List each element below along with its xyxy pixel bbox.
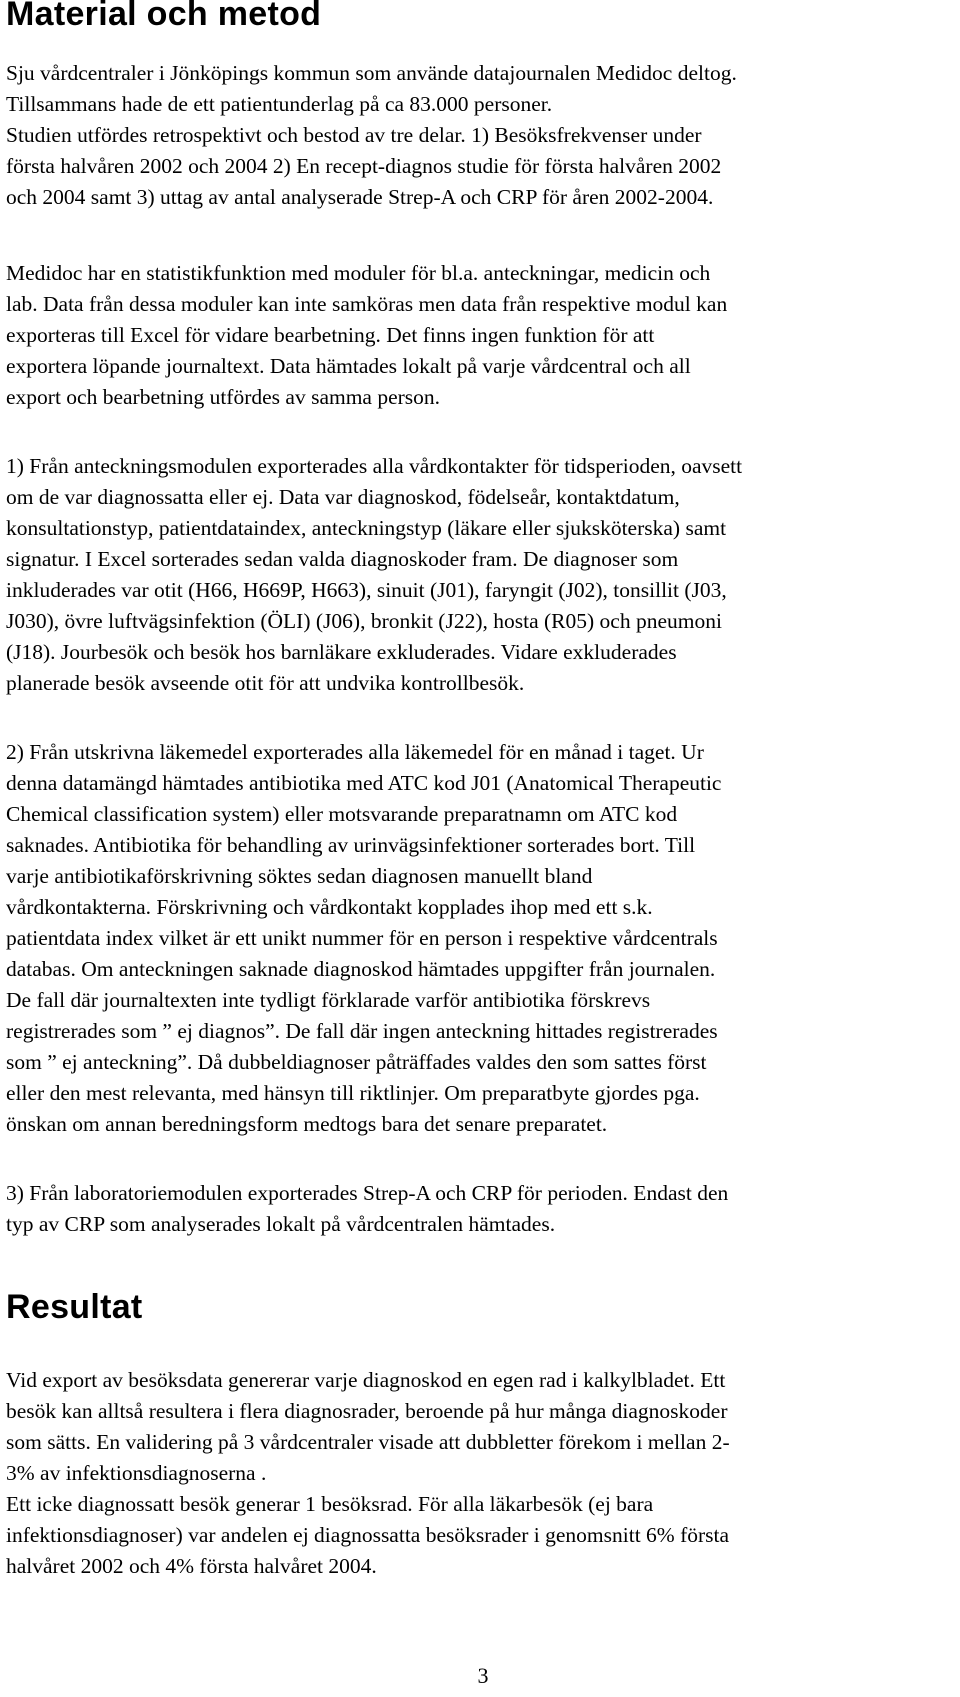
- text-line: Tillsammans hade de ett patientunderlag på ca 83.000 personer.: [6, 92, 553, 116]
- section-heading-results: Resultat: [6, 1288, 143, 1326]
- paragraph-results-2: [6, 1489, 946, 1582]
- text-line: De fall där journaltexten inte tydligt förklarade varför antibiotika förskrevs: [6, 988, 651, 1012]
- text-line: lab. Data från dessa moduler kan inte samköras men data från respektive modul kan: [6, 292, 728, 316]
- page-number: 3: [477, 1663, 489, 1688]
- text-line: infektionsdiagnoser) var andelen ej diagnossatta besöksrader i genomsnitt 6% första: [6, 1523, 730, 1547]
- text-line: varje antibiotikaförskrivning söktes sedan diagnosen manuellt bland: [6, 864, 593, 888]
- paragraph-part-2: [6, 737, 946, 1140]
- text-line: 3% av infektionsdiagnoserna .: [6, 1461, 267, 1485]
- text-line: och 2004 samt 3) uttag av antal analyserade Strep-A och CRP för åren 2002-2004.: [6, 185, 714, 209]
- text-line: konsultationstyp, patientdataindex, anteckningstyp (läkare eller sjuksköterska) samt: [6, 516, 727, 540]
- text-line: J030), övre luftvägsinfektion (ÖLI) (J06), bronkit (J22), hosta (R05) och pneumoni: [6, 609, 722, 633]
- text-line: besök kan alltså resultera i flera diagnosrader, beroende på hur många diagnoskoder: [6, 1399, 728, 1423]
- text-line: 1) Från anteckningsmodulen exporterades alla vårdkontakter för tidsperioden, oavsett: [6, 454, 743, 478]
- paragraph-part-1: [6, 451, 946, 699]
- text-line: planerade besök avseende otit för att undvika kontrollbesök.: [6, 671, 525, 695]
- text-line: Ett icke diagnossatt besök generar 1 besöksrad. För alla läkarbesök (ej bara: [6, 1492, 654, 1516]
- text-line: önskan om annan beredningsform medtogs bara det senare preparatet.: [6, 1112, 608, 1136]
- text-line: Medidoc har en statistikfunktion med moduler för bl.a. anteckningar, medicin och: [6, 261, 711, 285]
- text-line: Studien utfördes retrospektivt och bestod av tre delar. 1) Besöksfrekvenser under: [6, 123, 702, 147]
- text-line: (J18). Jourbesök och besök hos barnläkare exkluderades. Vidare exkluderades: [6, 640, 677, 664]
- section-heading-method: Material och metod: [6, 0, 322, 33]
- paragraph-method-intro: [6, 58, 946, 213]
- paragraph-medidoc: [6, 258, 946, 413]
- text-line: Chemical classification system) eller motsvarande preparatnamn om ATC kod: [6, 802, 678, 826]
- text-line: export och bearbetning utfördes av samma person.: [6, 385, 441, 409]
- text-line: första halvåren 2002 och 2004 2) En recept-diagnos studie för första halvåren 2002: [6, 154, 722, 178]
- text-line: 2) Från utskrivna läkemedel exporterades alla läkemedel för en månad i taget. Ur: [6, 740, 704, 764]
- text-line: Vid export av besöksdata genererar varje diagnoskod en egen rad i kalkylbladet. Ett: [6, 1368, 726, 1392]
- text-line: exportera löpande journaltext. Data hämtades lokalt på varje vårdcentral och all: [6, 354, 691, 378]
- text-line: typ av CRP som analyserades lokalt på vårdcentralen hämtades.: [6, 1212, 556, 1236]
- text-line: som sätts. En validering på 3 vårdcentraler visade att dubbletter förekom i mellan 2-: [6, 1430, 730, 1454]
- paragraph-part-3: [6, 1178, 946, 1240]
- text-line: inkluderades var otit (H66, H669P, H663), sinuit (J01), faryngit (J02), tonsillit (J03,: [6, 578, 727, 602]
- paragraph-results-1: [6, 1365, 946, 1489]
- text-line: patientdata index vilket är ett unikt nummer för en person i respektive vårdcentrals: [6, 926, 718, 950]
- text-line: Sju vårdcentraler i Jönköpings kommun som använde datajournalen Medidoc deltog.: [6, 61, 737, 85]
- text-line: registrerades som ” ej diagnos”. De fall där ingen anteckning hittades registrerades: [6, 1019, 718, 1043]
- text-line: halvåret 2002 och 4% första halvåret 2004.: [6, 1554, 377, 1578]
- text-line: eller den mest relevanta, med hänsyn till riktlinjer. Om preparatbyte gjordes pga.: [6, 1081, 700, 1105]
- text-line: denna datamängd hämtades antibiotika med ATC kod J01 (Anatomical Therapeutic: [6, 771, 722, 795]
- text-line: som ” ej anteckning”. Då dubbeldiagnoser påträffades valdes den som sattes först: [6, 1050, 707, 1074]
- text-line: om de var diagnossatta eller ej. Data var diagnoskod, födelseår, kontaktdatum,: [6, 485, 680, 509]
- text-line: saknades. Antibiotika för behandling av urinvägsinfektioner sorterades bort. Till: [6, 833, 696, 857]
- text-line: 3) Från laboratoriemodulen exporterades Strep-A och CRP för perioden. Endast den: [6, 1181, 729, 1205]
- text-line: databas. Om anteckningen saknade diagnoskod hämtades uppgifter från journalen.: [6, 957, 716, 981]
- text-line: exporteras till Excel för vidare bearbetning. Det finns ingen funktion för att: [6, 323, 655, 347]
- text-line: signatur. I Excel sorterades sedan valda diagnoskoder fram. De diagnoser som: [6, 547, 679, 571]
- text-line: vårdkontakterna. Förskrivning och vårdkontakt kopplades ihop med ett s.k.: [6, 895, 653, 919]
